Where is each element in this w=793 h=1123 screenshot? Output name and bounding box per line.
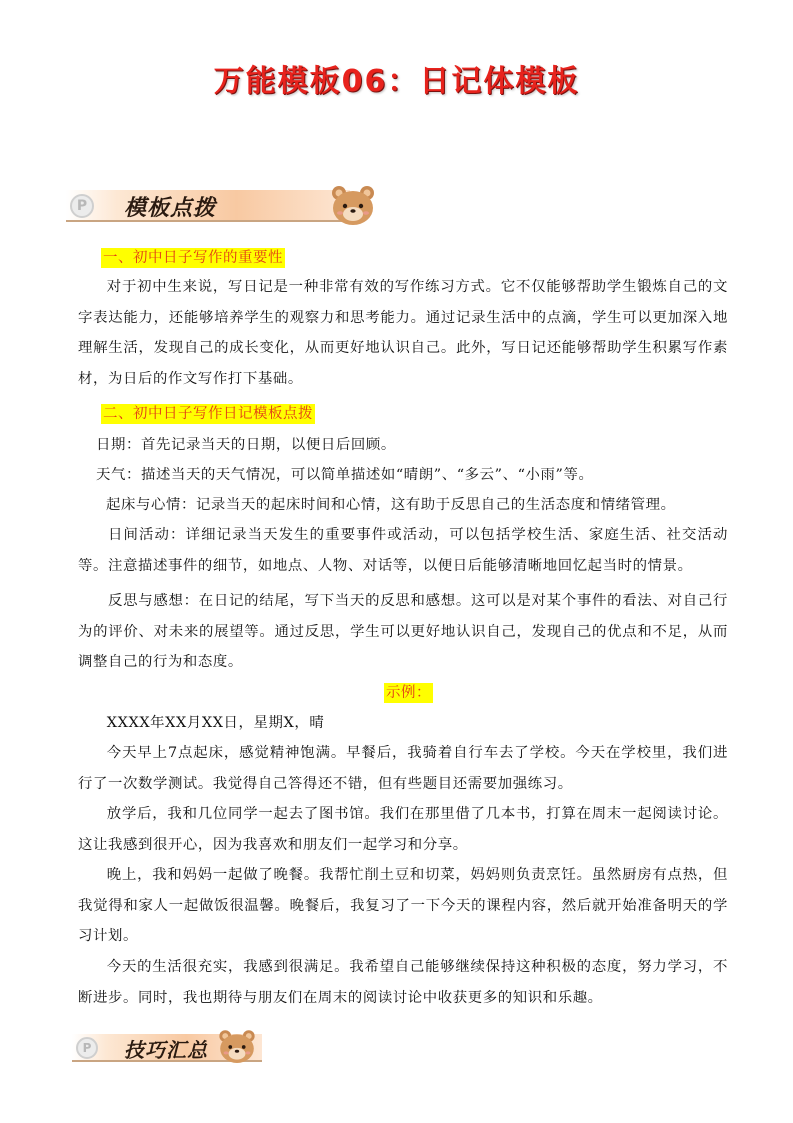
section-banner-template-tips [66, 182, 350, 226]
template-item-wakeup-mood: 起床与心情：记录当天的起床时间和心情，这有助于反思自己的生活态度和情绪管理。 [106, 497, 676, 513]
page-title: 万能模板06：日记体模板 [213, 64, 580, 99]
section-heading-1: 一、初中日子写作的重要性 [103, 250, 283, 266]
template-item-weather: 天气：描述当天的天气情况，可以简单描述如“晴朗”、“多云”、“小雨”等。 [96, 467, 594, 483]
example-date-line: XXXX年XX月XX日，星期X，晴 [106, 715, 325, 731]
bear-mascot-icon [216, 1028, 258, 1066]
banner-label: 模板点拨 [124, 196, 217, 221]
example-label: 示例： [386, 685, 431, 701]
template-item-reflection: 反思与感想：在日记的结尾，写下当天的反思和感想。这可以是对某个事件的看法、对自己行为的评价、对未来的展望等。通过反思，学生可以更好地认识自己，发现自己的优点和不足，从而调整自己的行为和态度。 [78, 593, 728, 670]
banner-label: 技巧汇总 [124, 1038, 208, 1062]
section-heading-2: 二、初中日子写作日记模板点拨 [103, 406, 313, 422]
coin-icon: P [70, 194, 94, 218]
example-paragraph: 今天早上7点起床，感觉精神饱满。早餐后，我骑着自行车去了学校。今天在学校里，我们进行了一次数学测试。我觉得自己答得还不错，但有些题目还需要加强练习。 [78, 745, 728, 792]
example-paragraph: 今天的生活很充实，我感到很满足。我希望自己能够继续保持这种积极的态度，努力学习，不断进步。同时，我也期待与朋友们在周末的阅读讨论中收获更多的知识和乐趣。 [78, 959, 728, 1006]
bear-mascot-icon [328, 184, 378, 228]
example-paragraph: 放学后，我和几位同学一起去了图书馆。我们在那里借了几本书，打算在周末一起阅读讨论。这让我感到很开心，因为我喜欢和朋友们一起学习和分享。 [78, 806, 728, 853]
template-item-daily-activities: 日间活动：详细记录当天发生的重要事件或活动，可以包括学校生活、家庭生活、社交活动等。注意描述事件的细节，如地点、人物、对话等，以便日后能够清晰地回忆起当时的情景。 [78, 527, 728, 574]
section-banner-skills-summary [72, 1026, 262, 1066]
coin-icon: P [76, 1037, 98, 1059]
template-item-date: 日期：首先记录当天的日期，以便日后回顾。 [96, 437, 396, 453]
section-1-paragraph: 对于初中生来说，写日记是一种非常有效的写作练习方式。它不仅能够帮助学生锻炼自己的文字表达能力，还能够培养学生的观察力和思考能力。通过记录生活中的点滴，学生可以更加深入地理解生活，发现自己的成长变化，从而更好地认识自己。此外，写日记还能够帮助学生积累写作素材，为日后的作文写作打下基础。 [78, 279, 728, 387]
example-paragraph: 晚上，我和妈妈一起做了晚餐。我帮忙削土豆和切菜，妈妈则负责烹饪。虽然厨房有点热，但我觉得和家人一起做饭很温馨。晚餐后，我复习了一下今天的课程内容，然后就开始准备明天的学习计划。 [78, 867, 728, 944]
